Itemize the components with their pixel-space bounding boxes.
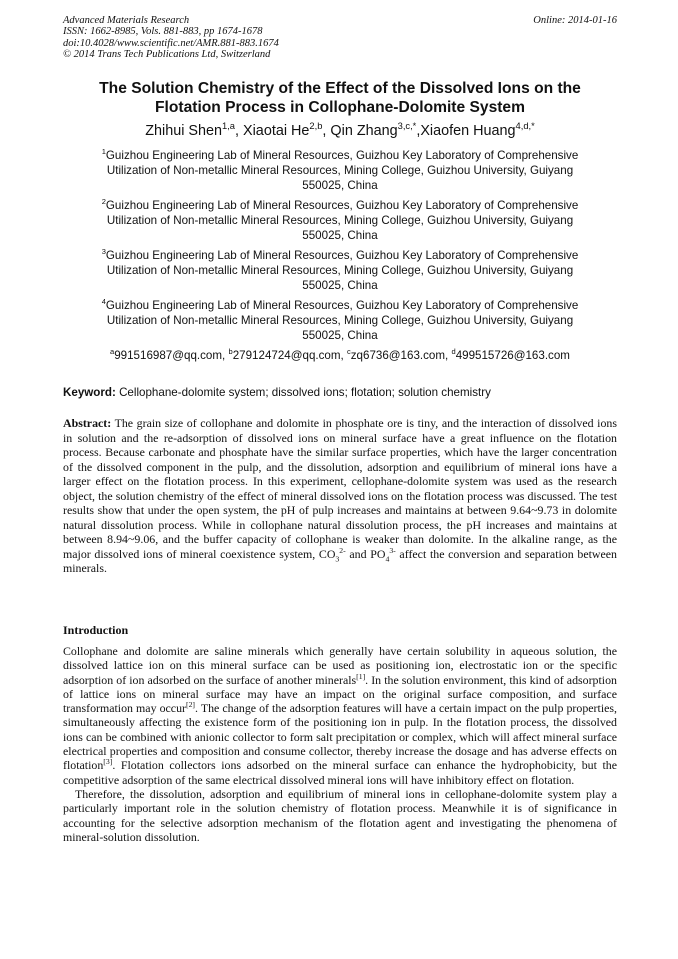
email-list: $^a$991516987@qq.com, $^b$279124724@qq.com, $^c$zq6736@163.com, $^d$499515726@163.com	[110, 347, 570, 362]
issn-line: ISSN: 1662-8985, Vols. 881-883, pp 1674-1678	[63, 26, 263, 38]
keywords	[63, 385, 617, 400]
email-link[interactable]: $^c$zq6736@163.com	[346, 347, 446, 362]
journal-header	[63, 15, 617, 60]
co3-formula: $CO_3^{2-}$	[318, 545, 346, 563]
copyright-line: © 2014 Trans Tech Publications Ltd, Switzerland	[63, 48, 271, 60]
po4-formula: $PO_4^{3-}$	[370, 545, 396, 563]
keyword-label: Keyword:	[63, 386, 116, 399]
introduction-body	[63, 644, 617, 844]
affiliation-3: $^3$Guizhou Engineering Lab of Mineral Resources, Guizhou Key Laboratory of Comprehensive Utilization of Non-metallic Mineral Resources, Mining College, Guizhou University, Guiyang 550025, China	[101, 247, 579, 293]
author: Zhihui Shen$^{1,a}$,	[145, 121, 244, 139]
title-line-2: Flotation Process in Collophane-Dolomite System	[155, 99, 525, 116]
email-link[interactable]: $^a$991516987@qq.com	[110, 347, 223, 362]
affiliation-1: $^1$Guizhou Engineering Lab of Mineral Resources, Guizhou Key Laboratory of Comprehensive Utilization of Non-metallic Mineral Resources, Mining College, Guizhou University, Guiyang 550025, China	[101, 147, 579, 193]
affiliation-2: $^2$Guizhou Engineering Lab of Mineral Resources, Guizhou Key Laboratory of Comprehensive Utilization of Non-metallic Mineral Resources, Mining College, Guizhou University, Guiyang 550025, China	[101, 197, 579, 243]
introduction-heading: Introduction	[63, 623, 129, 637]
citation-link[interactable]: [1]	[356, 671, 366, 681]
keyword-text: Cellophane-dolomite system; dissolved ions; flotation; solution chemistry	[119, 386, 491, 399]
email-link[interactable]: $^b$279124724@qq.com	[228, 347, 341, 362]
abstract: Abstract: The grain size of collophane and dolomite in phosphate ore is tiny, and the interaction of dissolved ions in solution and the re-adsorption of dissolved ions on mineral surface have a great influence on the flotation process. Because carbonate and phosphate have the similar surface properties, which have the larger concentration of the dissolved component in the pulp, and the dissolution, adsorption and equilibrium of mineral ions have a larger effect on the flotation process. In this experiment, cellophane-dolomite system was used as the research object, the solution chemistry of the effect of mineral dissolved ions on the flotation process was discussed. The test results show that under the open system, the pH of pulp increases and maintains at between 9.64~9.73 in dolomite natural dissolution process. While in collophane natural dissolution process, the pH increases and maintains at between 8.94~9.06, and the buffer capacity of collophane is weaker than dolomite. In the alkaline range, as the major dissolved ions of mineral coexistence system, $CO_3^{2-}$ and $PO_4^{3-}$ affect the conversion and separation between minerals.	[63, 416, 617, 575]
journal-name: Advanced Materials Research	[63, 15, 190, 26]
author: Xiaotai He$^{2,b}$,	[243, 121, 331, 139]
author: Qin Zhang$^{3,c,*}$,	[330, 121, 421, 139]
affiliation-4: $^4$Guizhou Engineering Lab of Mineral Resources, Guizhou Key Laboratory of Comprehensive Utilization of Non-metallic Mineral Resources, Mining College, Guizhou University, Guiyang 550025, China	[101, 297, 579, 343]
doi-line[interactable]: doi:10.4028/www.scientific.net/AMR.881-883.1674	[63, 37, 279, 49]
title-line-1: The Solution Chemistry of the Effect of the Dissolved Ions on the	[99, 80, 581, 97]
intro-paragraph-2: Therefore, the dissolution, adsorption and equilibrium of mineral ions in cellophane-dolomite system play a particularly important role in the solution chemistry of flotation process. Meanwhile it is of significance in accounting for the selective adsorption mechanism of the flotation agent and investigating the phenomena of mineral-solution dissolution.	[63, 786, 617, 844]
abstract-label: Abstract:	[63, 416, 112, 430]
author: Xiaofen Huang$^{4,d,*}$	[420, 121, 535, 139]
online-date: Online: 2014-01-16	[533, 15, 617, 26]
paper-title	[63, 79, 617, 117]
intro-paragraph-1: Collophane and dolomite are saline minerals which generally have certain solubility in aqueous solution, the dissolved lattice ion on this mineral surface can be used as positioning ion, electrostatic ion or the specific adsorption of ion adsorbed on the surface of another minerals[1]. In the solution environment, this kind of adsorption of lattice ions on mineral surface may have an impact on the original surface composition, and surface transformation may occur[2]. The change of the adsorption features will have a certain impact on the pulp properties, simultaneously affecting the existence form of the positioning ion in pulp. In the flotation process, the dissolved ions can be combined with anionic collector to form salt precipitation or complex, which will affect mineral surface electrical properties and composition and consume collector, thereby increase the dosage and has adverse effects on flotation[3]. Flotation collectors ions adsorbed on the mineral surface can enhance the hydrophobicity, but the competitive adsorption of the same electrical dissolved mineral ions will have inhibitory effect on flotation.	[63, 644, 618, 787]
citation-link[interactable]: [3]	[103, 757, 113, 767]
author-list	[63, 122, 617, 140]
email-link[interactable]: $^d$499515726@163.com	[451, 347, 570, 362]
citation-link[interactable]: [2]	[186, 700, 196, 710]
